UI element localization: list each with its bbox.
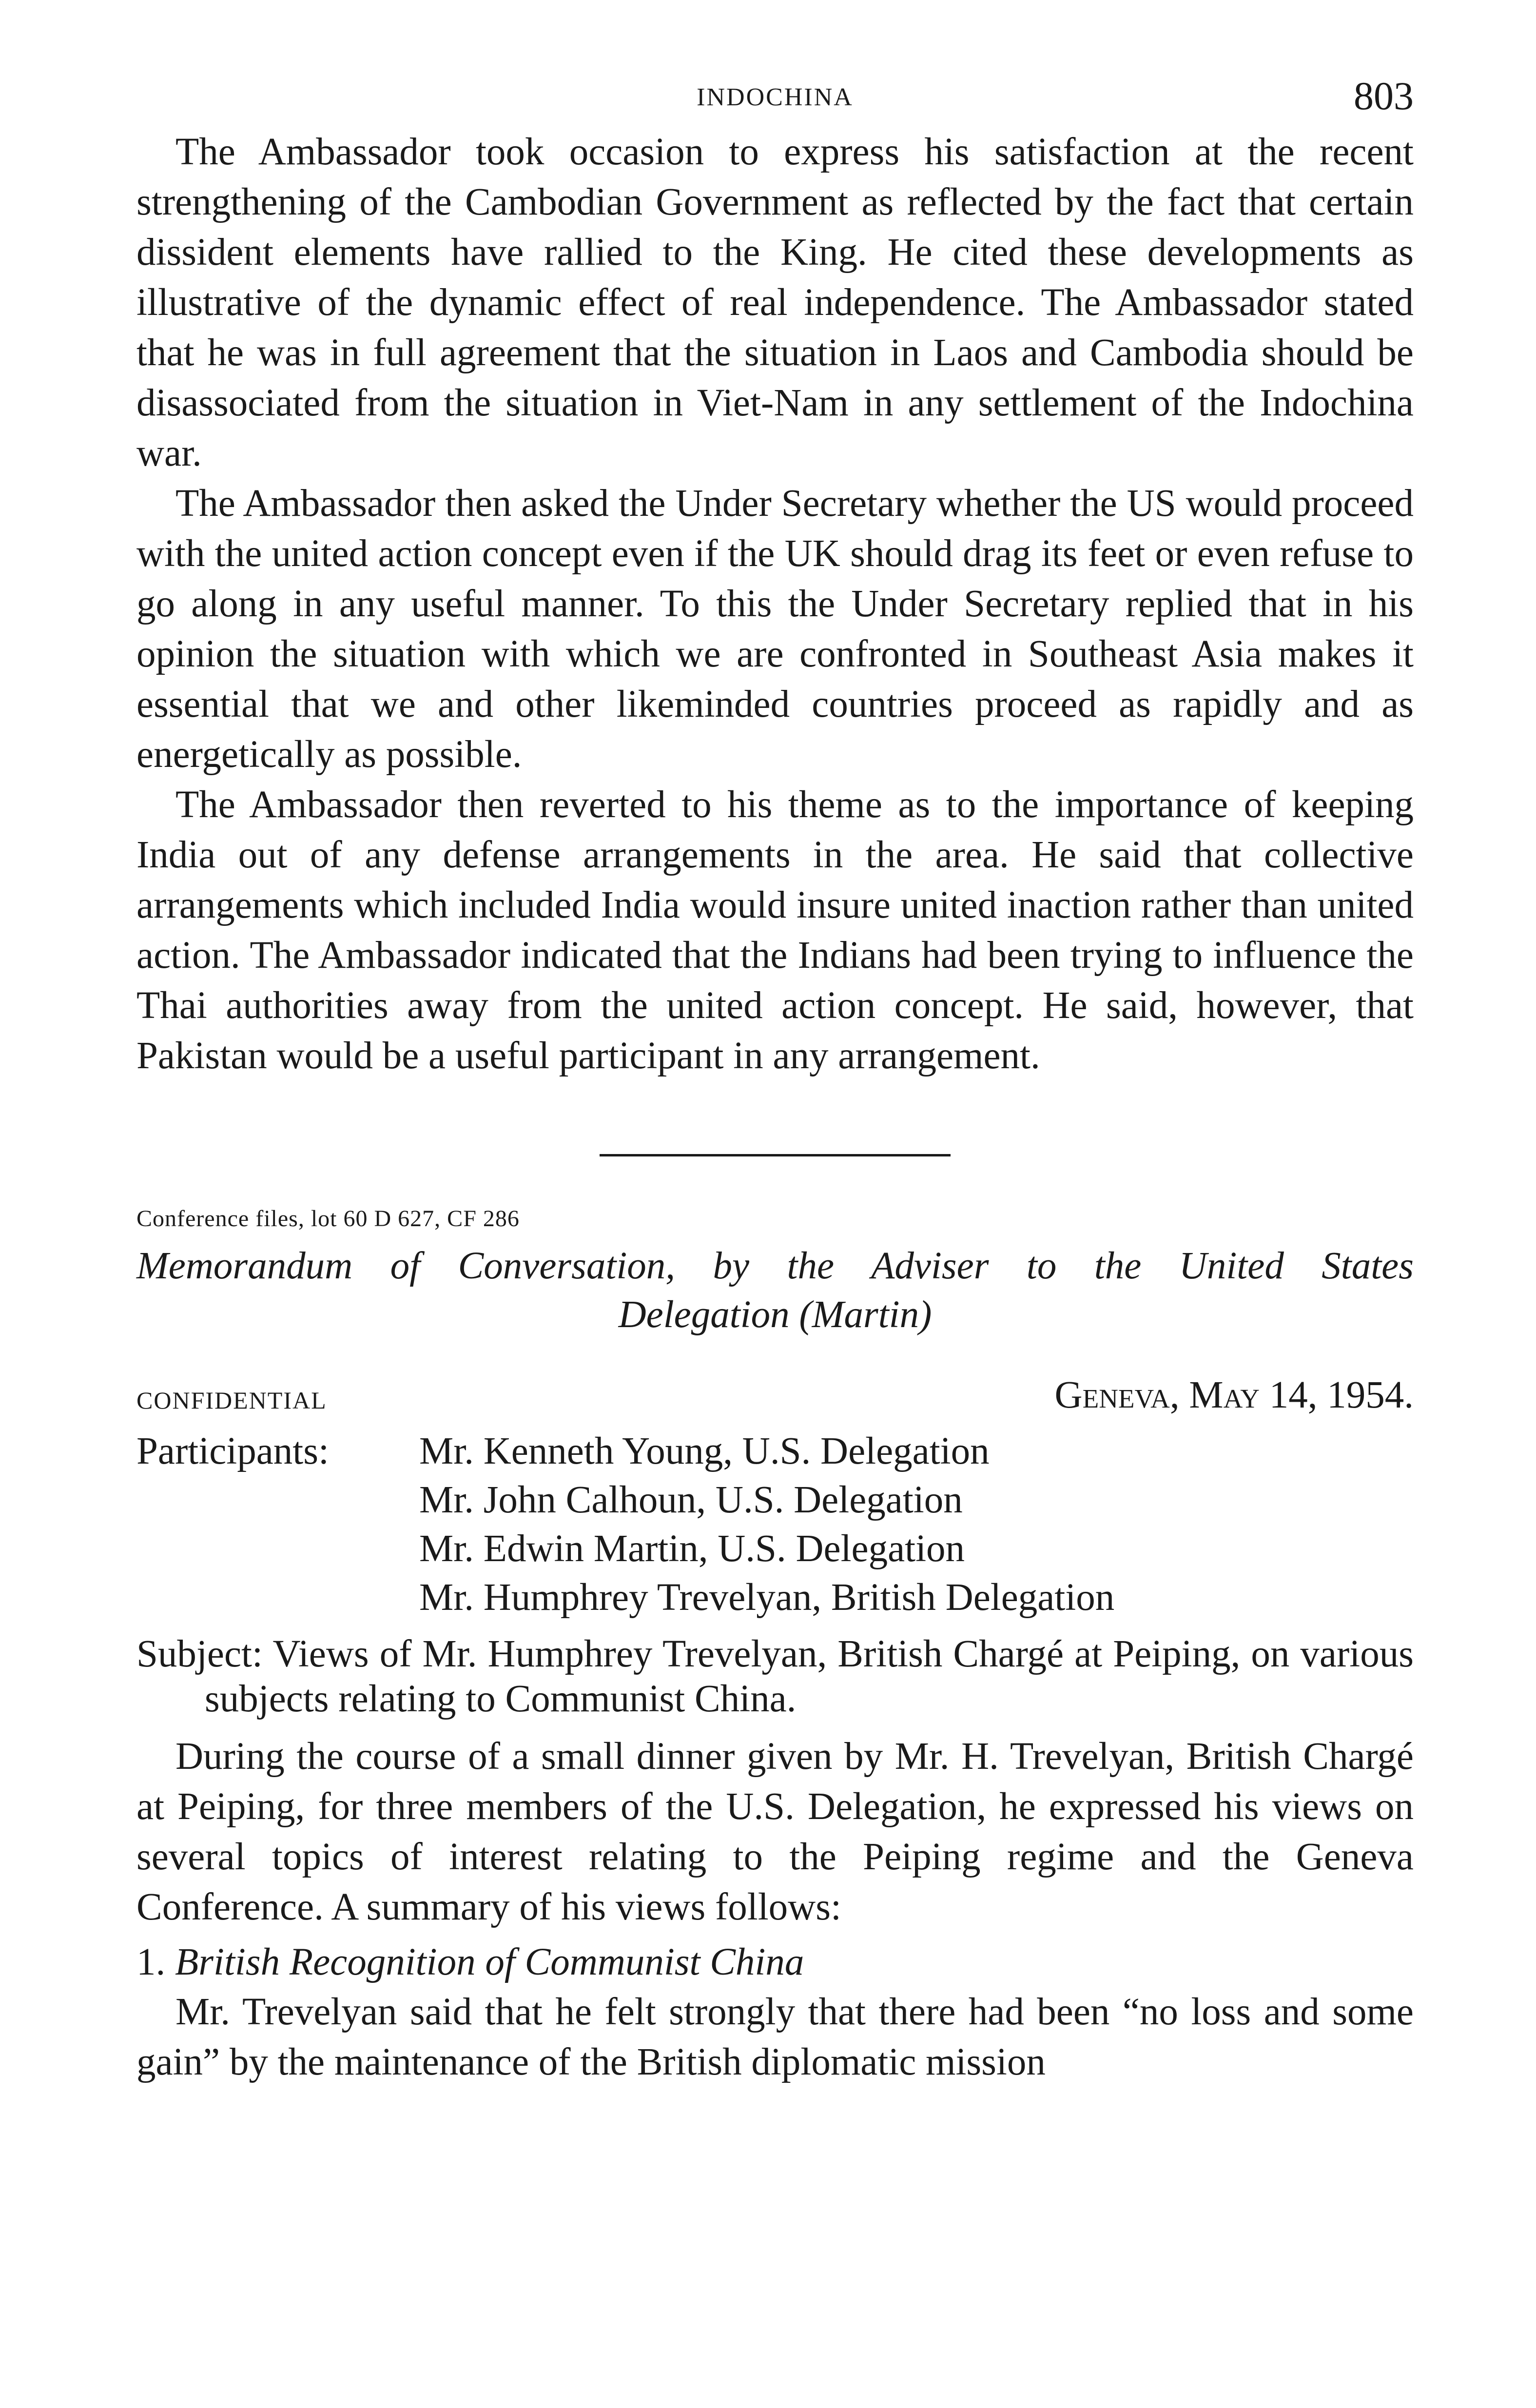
intro-paragraph: During the course of a small dinner given by Mr. H. Trevelyan, British Chargé at Peiping, for three members of the U.S. Delegation, he expressed his views on several topics of interest relating to the Peiping regime and the Geneva Conference. A summary of his views follows:: [136, 1735, 1414, 1928]
section-divider: [600, 1154, 951, 1156]
participants-block: [136, 1427, 1414, 1622]
participant-item: Mr. Edwin Martin, U.S. Delegation: [419, 1527, 965, 1570]
body-paragraph: The Ambassador then asked the Under Secretary whether the US would proceed with the united action concept even if the UK should drag its feet or even refuse to go along in any useful manner. To this the Under Secretary replied that in his opinion the situation with which we are confronted in Southeast Asia makes it essential that we and other likeminded countries proceed as rapidly and as energetically as possible.: [136, 482, 1414, 776]
participants-list: [419, 1427, 1114, 1622]
running-title: INDOCHINA: [697, 83, 854, 111]
body-paragraph: The Ambassador then reverted to his theme as to the importance of keeping India out of any defense arrangements in the area. He said that collective arrangements which included India would insure united inaction rather than united action. The Ambassador indicated that the Indians had been trying to influence the Thai authorities away from the united action concept. He said, however, that Pakistan would be a useful participant in any arrangement.: [136, 783, 1414, 1077]
section-heading: [136, 1938, 1414, 1987]
document-title-line-2: Delegation (Martin): [618, 1293, 932, 1336]
participant-item: Mr. John Calhoun, U.S. Delegation: [419, 1479, 963, 1521]
participant-item: Mr. Humphrey Trevelyan, British Delegation: [419, 1576, 1115, 1619]
subject-line: [136, 1632, 1414, 1722]
source-citation: Conference files, lot 60 D 627, CF 286: [136, 1206, 520, 1232]
document-title-line-1: Memorandum of Conversation, by the Adviser to the United States: [136, 1245, 1414, 1287]
classification-row: [136, 1373, 1414, 1427]
page-number: 803: [1354, 74, 1414, 118]
body-paragraph: The Ambassador took occasion to express his satisfaction at the recent strengthening of the Cambodian Government as reflected by the fact that certain dissident elements have rallied to the King. He cited these developments as illustrative of the dynamic effect of real independence. The Ambassador stated that he was in full agreement that the situation in Laos and Cambodia should be disassociated from the situation in Viet-Nam in any settlement of the Indochina war.: [136, 131, 1414, 474]
section-number: 1.: [136, 1941, 166, 1983]
subject-label: Subject:: [136, 1633, 263, 1675]
participant-item: Mr. Kenneth Young, U.S. Delegation: [419, 1430, 990, 1472]
classification-marking: CONFIDENTIAL: [136, 1387, 327, 1414]
section-paragraph: Mr. Trevelyan said that he felt strongly that there had been “no loss and some gain” by the maintenance of the British diplomatic mission: [136, 1991, 1414, 2083]
running-header: [136, 73, 1414, 127]
section-title: British Recognition of Communist China: [175, 1941, 804, 1983]
place-date: Geneva, May 14, 1954.: [1054, 1374, 1414, 1416]
subject-text: Views of Mr. Humphrey Trevelyan, British Chargé at Peiping, on various subjects relating to Communist China.: [205, 1633, 1414, 1720]
document-title: [136, 1242, 1414, 1339]
document-page: [136, 73, 1414, 2087]
participants-label: Participants:: [136, 1430, 329, 1472]
